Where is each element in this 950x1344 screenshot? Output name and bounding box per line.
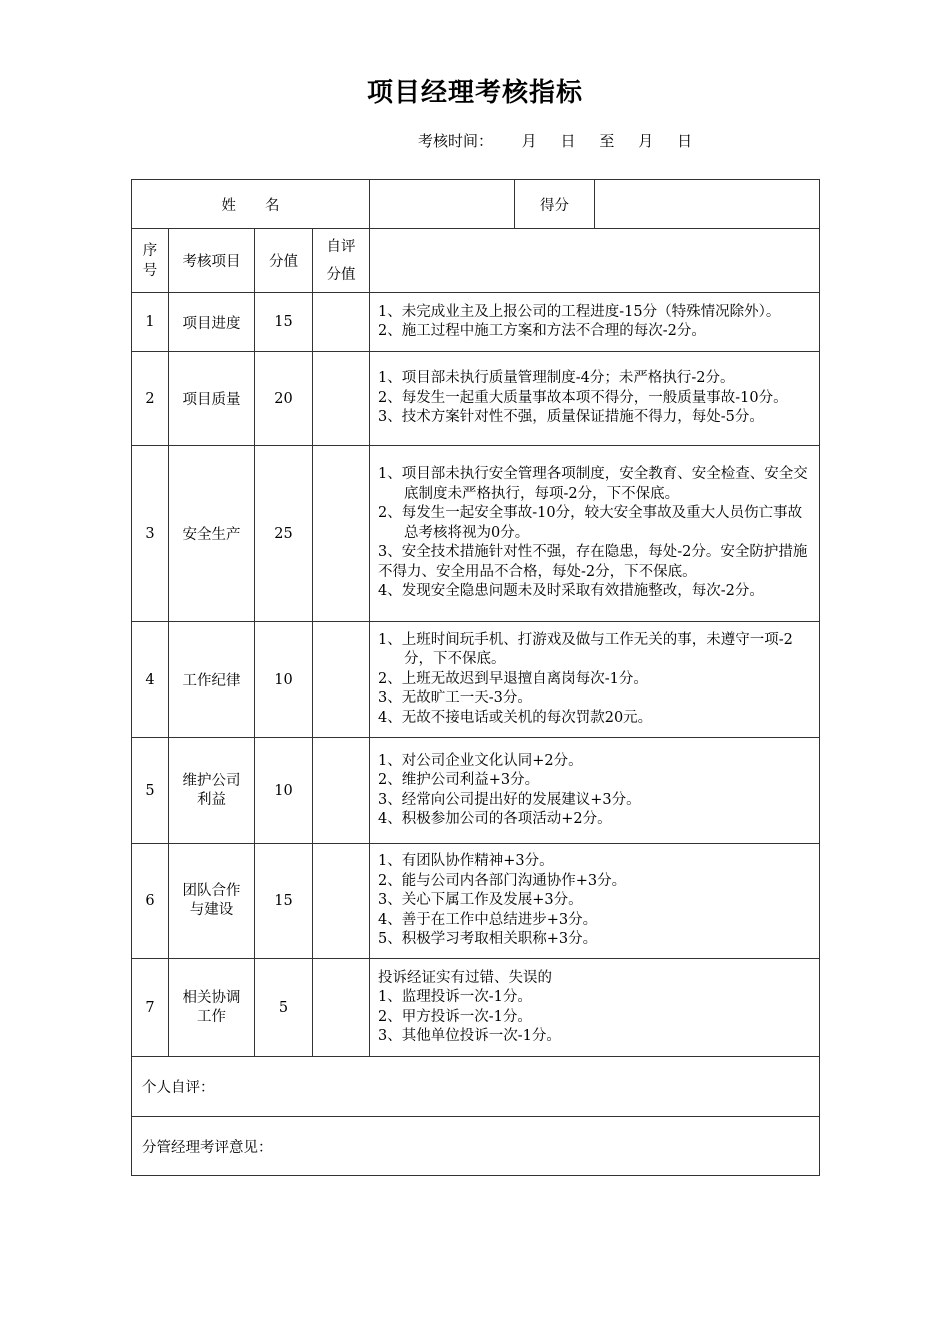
row-item: 安全生产	[169, 446, 255, 622]
criteria-line: 1、项目部未执行安全管理各项制度，安全教育、安全检查、安全交底制度未严格执行，每项-2分，下不保底。	[378, 466, 808, 502]
criteria-line: 3、经常向公司提出好的发展建议+3分。	[378, 791, 641, 808]
criteria-line: 2、上班无故迟到早退擅自离岗每次-1分。	[378, 670, 648, 687]
criteria-line: 3、安全技术措施针对性不强，存在隐患，每处-2分。安全防护措施不得力、安全用品不合格，每处-2分，下不保底。	[378, 544, 808, 580]
col-criteria-header	[370, 229, 820, 293]
period-day-start: 日	[560, 132, 576, 150]
criteria-line: 3、技术方案针对性不强，质量保证措施不得力，每处-5分。	[378, 409, 764, 426]
manager-opinion-cell[interactable]	[132, 1117, 820, 1176]
row-points: 20	[255, 352, 313, 446]
name-label: 姓 名	[221, 197, 280, 214]
row-self-score[interactable]	[313, 446, 370, 622]
row-criteria	[370, 622, 820, 738]
col-self-header-line2: 分值	[326, 266, 356, 283]
row-criteria	[370, 446, 820, 622]
criteria-line: 3、其他单位投诉一次-1分。	[378, 1028, 561, 1044]
table-row	[132, 352, 820, 446]
table-row	[132, 622, 820, 738]
col-points-header: 分值	[255, 229, 313, 293]
row-self-score[interactable]	[313, 738, 370, 844]
criteria-line: 2、甲方投诉一次-1分。	[378, 1008, 532, 1025]
assessment-period	[418, 130, 692, 151]
name-label-cell	[132, 180, 370, 229]
name-row	[132, 180, 820, 229]
criteria-line: 3、无故旷工一天-3分。	[378, 690, 532, 707]
manager-opinion-row[interactable]	[132, 1117, 820, 1176]
period-month-end: 月	[638, 132, 654, 150]
row-self-score[interactable]	[313, 959, 370, 1057]
col-seq-header: 序号	[132, 229, 169, 293]
col-self-header	[313, 229, 370, 293]
self-evaluation-cell[interactable]	[132, 1057, 820, 1117]
row-seq: 3	[132, 446, 169, 622]
table-row	[132, 959, 820, 1057]
criteria-line: 5、积极学习考取相关职称+3分。	[378, 931, 598, 948]
row-seq: 1	[132, 293, 169, 352]
row-points: 15	[255, 293, 313, 352]
row-self-score[interactable]	[313, 622, 370, 738]
criteria-line: 4、善于在工作中总结进步+3分。	[378, 911, 598, 928]
row-seq: 4	[132, 622, 169, 738]
manager-opinion-label: 分管经理考评意见：	[142, 1139, 273, 1156]
period-month-start: 月	[521, 132, 537, 150]
table-row	[132, 293, 820, 352]
self-evaluation-row[interactable]	[132, 1057, 820, 1117]
row-seq: 5	[132, 738, 169, 844]
criteria-line: 1、上班时间玩手机、打游戏及做与工作无关的事，未遵守一项-2分，下不保底。	[378, 631, 793, 668]
self-evaluation-label: 个人自评：	[142, 1080, 215, 1096]
row-points: 10	[255, 738, 313, 844]
row-item: 相关协调工作	[169, 959, 255, 1057]
criteria-line: 4、积极参加公司的各项活动+2分。	[378, 811, 612, 827]
criteria-line: 2、施工过程中施工方案和方法不合理的每次-2分。	[378, 323, 706, 339]
row-criteria	[370, 293, 820, 352]
name-value-cell[interactable]	[370, 180, 515, 229]
table-row	[132, 844, 820, 959]
row-points: 25	[255, 446, 313, 622]
row-self-score[interactable]	[313, 352, 370, 446]
criteria-line: 2、能与公司内各部门沟通协作+3分。	[378, 872, 627, 889]
table-row	[132, 738, 820, 844]
criteria-line: 1、对公司企业文化认同+2分。	[378, 752, 583, 769]
row-criteria	[370, 738, 820, 844]
criteria-line: 4、无故不接电话或关机的每次罚款20元。	[378, 709, 653, 726]
criteria-line: 1、有团队协作精神+3分。	[378, 853, 554, 870]
period-label: 考核时间：	[418, 132, 494, 150]
row-item: 团队合作与建设	[169, 844, 255, 959]
row-criteria	[370, 352, 820, 446]
col-item-header: 考核项目	[169, 229, 255, 293]
period-day-end: 日	[677, 132, 693, 150]
row-criteria	[370, 844, 820, 959]
period-to: 至	[599, 132, 615, 150]
row-self-score[interactable]	[313, 293, 370, 352]
col-self-header-line1: 自评	[326, 238, 356, 255]
score-label: 得分	[540, 197, 569, 214]
row-seq: 7	[132, 959, 169, 1057]
score-label-cell	[515, 180, 595, 229]
criteria-line: 4、发现安全隐患问题未及时采取有效措施整改，每次-2分。	[378, 583, 764, 600]
criteria-line: 1、项目部未执行质量管理制度-4分；未严格执行-2分。	[378, 370, 735, 387]
row-item: 项目质量	[169, 352, 255, 446]
assessment-table	[131, 179, 820, 1176]
row-points: 15	[255, 844, 313, 959]
row-item: 维护公司利益	[169, 738, 255, 844]
criteria-line: 投诉经证实有过错、失误的	[378, 969, 552, 986]
row-item: 工作纪律	[169, 622, 255, 738]
criteria-line: 1、未完成业主及上报公司的工程进度-15分（特殊情况除外）。	[378, 303, 781, 320]
row-points: 5	[255, 959, 313, 1057]
criteria-line: 3、关心下属工作及发展+3分。	[378, 892, 583, 909]
criteria-line: 2、每发生一起安全事故-10分，较大安全事故及重大人员伤亡事故总考核将视为0分。	[378, 505, 803, 541]
row-seq: 2	[132, 352, 169, 446]
page-title: 项目经理考核指标	[366, 78, 583, 108]
criteria-line: 2、维护公司利益+3分。	[378, 772, 540, 788]
row-seq: 6	[132, 844, 169, 959]
table-row	[132, 446, 820, 622]
criteria-line: 2、每发生一起重大质量事故本项不得分，一般质量事故-10分。	[378, 389, 788, 406]
row-item: 项目进度	[169, 293, 255, 352]
row-self-score[interactable]	[313, 844, 370, 959]
score-value-cell[interactable]	[595, 180, 820, 229]
criteria-line: 1、监理投诉一次-1分。	[378, 989, 532, 1005]
row-points: 10	[255, 622, 313, 738]
column-header-row	[132, 229, 820, 293]
row-criteria	[370, 959, 820, 1057]
